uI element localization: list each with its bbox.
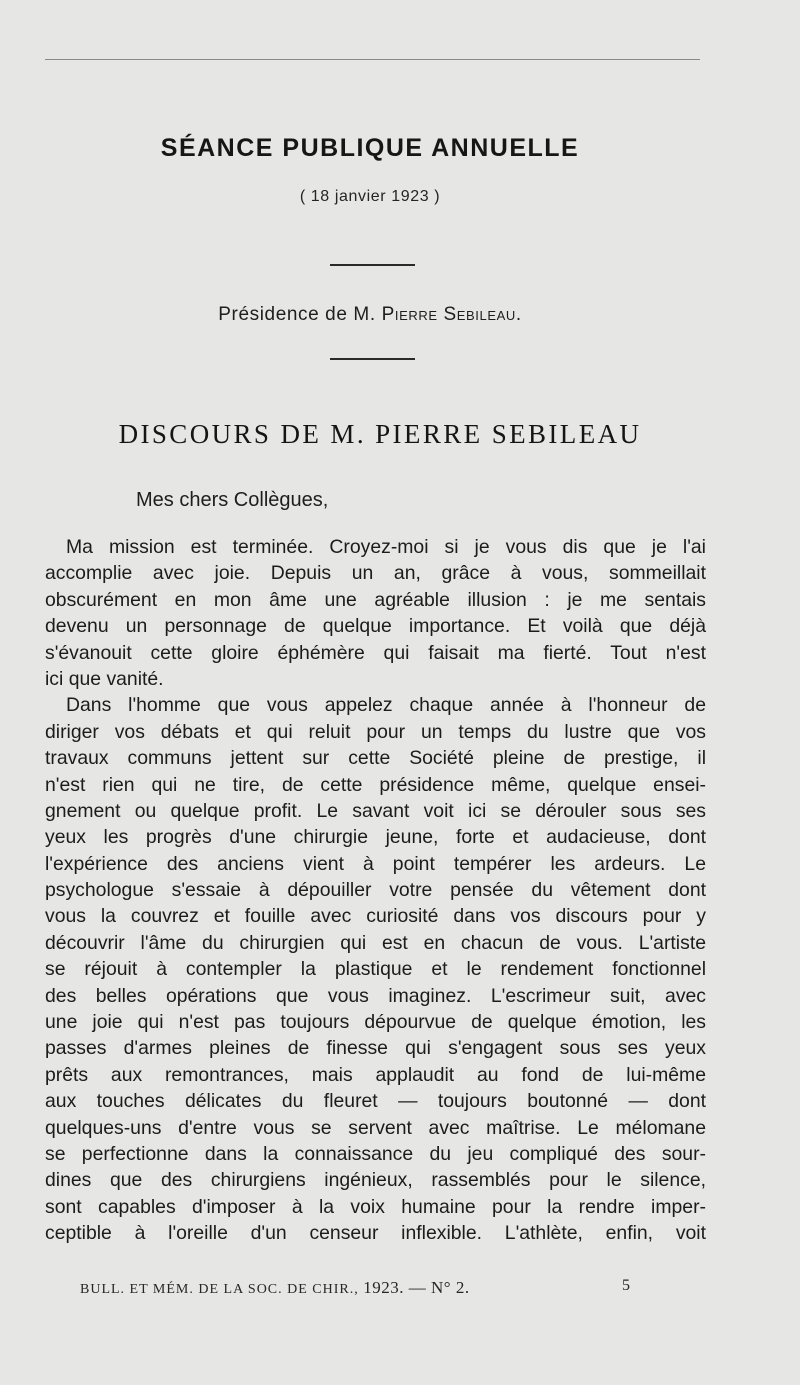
text-line: dines que des chirurgiens ingénieux, rassemblés pour le silence, [45, 1169, 706, 1192]
text-line: diriger vos débats et qui reluit pour un temps du lustre que vos [45, 720, 706, 743]
divider-rule [330, 264, 415, 266]
text-line: se réjouit à contempler la plastique et le rendement fonctionnel [45, 958, 706, 981]
session-date: ( 18 janvier 1923 ) [299, 188, 441, 205]
text-line: prêts aux remontrances, mais applaudit au fond de lui-même [45, 1063, 706, 1086]
text-line: ceptible à l'oreille d'un censeur inflexible. L'athlète, enfin, voit [45, 1222, 706, 1245]
page-number: 5 [622, 1277, 630, 1294]
journal-issue: 1923. — N° 2. [363, 1278, 470, 1297]
text-line: se perfectionne dans la connaissance du jeu compliqué des sour- [45, 1142, 706, 1165]
journal-reference: BULL. ET MÉM. DE LA SOC. DE CHIR., [80, 1282, 364, 1297]
text-line: vous la couvrez et fouille avec curiosité dans vos discours pour y [45, 905, 706, 928]
text-line: quelques-uns d'entre vous se servent avec maîtrise. Le mélomane [45, 1116, 706, 1139]
text-line: devenu un personnage de quelque importance. Et voilà que déjà [45, 615, 706, 638]
salutation: Mes chers Collègues, [136, 489, 329, 511]
text-line: Ma mission est terminée. Croyez-moi si je vous dis que je l'ai [66, 536, 706, 558]
text-line: ici que vanité. [45, 667, 164, 690]
text-line: s'évanouit cette gloire éphémère qui faisait ma fierté. Tout n'est [45, 641, 706, 664]
top-rule [45, 59, 700, 60]
text-line: l'expérience des anciens vient à point tempérer les ardeurs. Le [45, 852, 706, 875]
text-line: découvrir l'âme du chirurgien qui est en chacun de vous. L'artiste [45, 931, 706, 954]
text-line: travaux communs jettent sur cette Société pleine de prestige, il [45, 747, 706, 770]
presidence-prefix: Présidence de M. [218, 304, 382, 325]
speech-title: DISCOURS DE M. PIERRE SEBILEAU [118, 419, 642, 449]
text-line: psychologue s'essaie à dépouiller votre pensée du vêtement dont [45, 879, 706, 902]
journal-footer [80, 1278, 470, 1298]
text-line: passes d'armes pleines de finesse qui s'engagent sous ses yeux [45, 1037, 706, 1060]
text-line: Dans l'homme que vous appelez chaque année à l'honneur de [66, 694, 706, 717]
text-line: accomplie avec joie. Depuis un an, grâce à vous, sommeillait [45, 562, 706, 585]
text-line: sont capables d'imposer à la voix humaine pour la rendre imper- [45, 1195, 706, 1218]
text-line: gnement ou quelque profit. Le savant voit ici se dérouler sous ses [45, 799, 706, 822]
text-line: aux touches délicates du fleuret — toujours boutonné — dont [45, 1090, 706, 1113]
speech-body [45, 534, 706, 1247]
divider-rule [330, 358, 415, 360]
text-line: des belles opérations que vous imaginez. L'escrimeur suit, avec [45, 984, 706, 1007]
presidence-line [0, 304, 740, 326]
page-title: SÉANCE PUBLIQUE ANNUELLE [160, 134, 580, 162]
presidence-name: Pierre Sebileau. [381, 304, 522, 325]
text-line: une joie qui n'est pas toujours dépourvue de quelque émotion, les [45, 1011, 706, 1034]
text-line: n'est rien qui ne tire, de cette présidence même, quelque ensei- [45, 773, 706, 796]
text-line: obscurément en mon âme une agréable illusion : je me sentais [45, 588, 706, 611]
text-line: yeux les progrès d'une chirurgie jeune, forte et audacieuse, dont [45, 826, 706, 849]
